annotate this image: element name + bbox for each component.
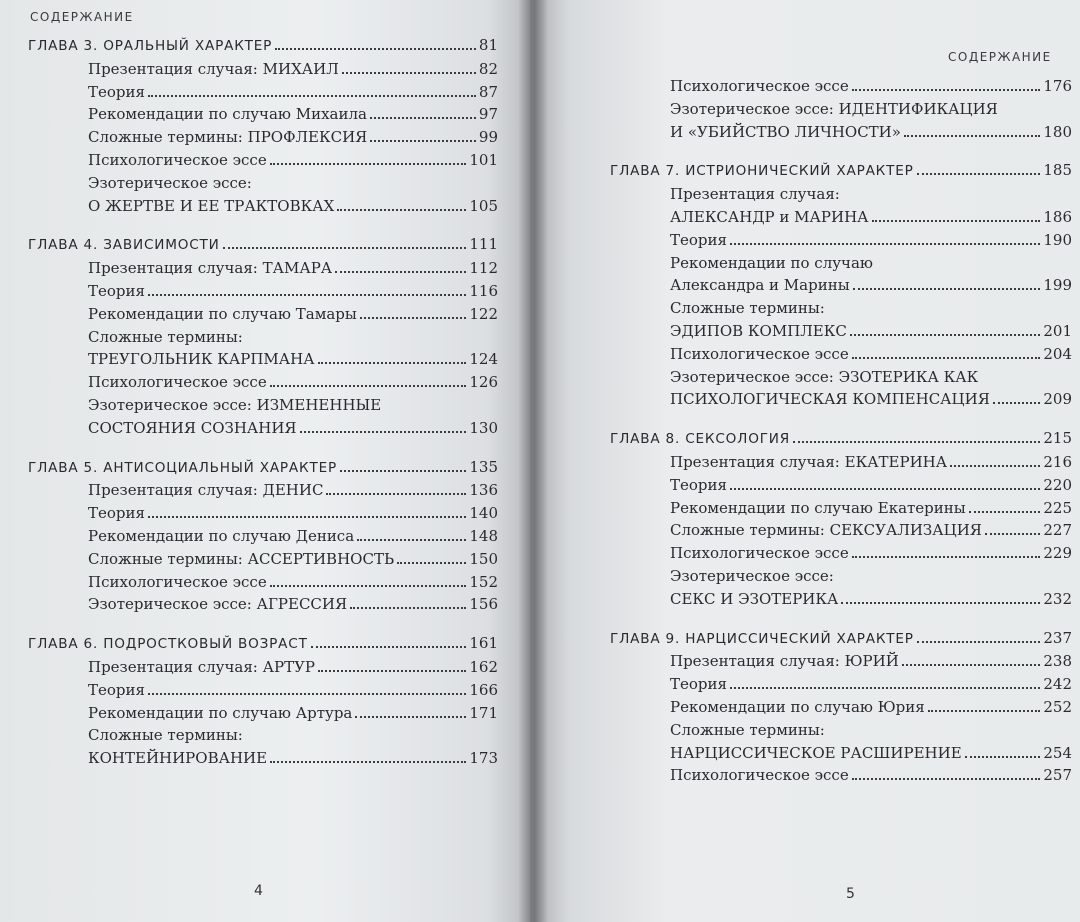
dot-leader	[985, 533, 1040, 535]
dot-leader	[902, 664, 1041, 666]
toc-section-entry[interactable]	[610, 764, 1072, 787]
dot-leader	[342, 72, 476, 74]
page-reference: 161	[469, 634, 498, 653]
section-title: Рекомендации по случаю Михаила	[88, 105, 367, 124]
toc-heading-line: Эзотерическое эссе: ИДЕНТИФИКАЦИЯ	[670, 99, 998, 118]
toc-section-entry[interactable]	[28, 303, 498, 326]
toc-section-entry[interactable]	[610, 388, 1072, 411]
chapter-title: ГЛАВА 5. АНТИСОЦИАЛЬНЫЙ ХАРАКТЕР	[28, 459, 337, 476]
section-title: Рекомендации по случаю Тамары	[88, 304, 357, 323]
page-reference: 252	[1043, 697, 1072, 716]
dot-leader	[335, 271, 466, 273]
toc-section-entry[interactable]	[610, 519, 1072, 542]
section-title: Рекомендации по случаю Дениса	[88, 526, 355, 545]
page-reference: 101	[469, 150, 498, 169]
toc-heading-line: Эзотерическое эссе:	[670, 566, 834, 585]
section-title: Психологическое эссе	[88, 572, 267, 591]
toc-section-entry[interactable]	[610, 542, 1072, 565]
section-title: КОНТЕЙНИРОВАНИЕ	[88, 749, 268, 768]
section-title: Рекомендации по случаю Юрия	[670, 697, 925, 716]
dot-leader	[357, 539, 466, 541]
toc-heading-line: Сложные термины:	[670, 720, 825, 739]
page-reference: 225	[1043, 498, 1072, 517]
page-reference: 173	[469, 749, 498, 768]
dot-leader	[370, 140, 476, 142]
page-reference: 112	[469, 259, 498, 278]
toc-section-entry[interactable]	[28, 571, 498, 594]
section-title: Сложные термины: АССЕРТИВНОСТЬ	[88, 549, 395, 568]
page-reference: 209	[1043, 390, 1072, 409]
page-reference: 204	[1043, 344, 1072, 363]
page-reference: 148	[469, 526, 498, 545]
page-reference: 229	[1043, 544, 1072, 563]
page-reference: 116	[469, 281, 498, 300]
section-title: Презентация случая: АРТУР	[88, 657, 316, 676]
toc-section-entry[interactable]	[610, 497, 1072, 520]
dot-leader	[275, 48, 476, 50]
right-toc-list	[610, 75, 1072, 787]
section-title: ПСИХОЛОГИЧЕСКАЯ КОМПЕНСАЦИЯ	[670, 390, 990, 409]
toc-section-entry[interactable]	[28, 348, 498, 371]
section-title: Рекомендации по случаю Екатерины	[670, 498, 966, 517]
toc-section-entry[interactable]	[610, 229, 1072, 252]
dot-leader	[928, 710, 1041, 712]
dot-leader	[223, 247, 467, 249]
toc-section-entry[interactable]	[28, 257, 498, 280]
section-title: И «УБИЙСТВО ЛИЧНОСТИ»	[670, 122, 901, 141]
chapter-title: ГЛАВА 4. ЗАВИСИМОСТИ	[28, 237, 220, 254]
left-running-head: СОДЕРЖАНИЕ	[30, 10, 134, 24]
page-reference: 242	[1043, 675, 1072, 694]
section-title: Теория	[670, 230, 727, 249]
section-title: Теория	[88, 281, 145, 300]
dot-leader	[355, 716, 466, 718]
page-reference: 135	[469, 457, 498, 476]
toc-section-entry[interactable]	[610, 474, 1072, 497]
page-reference: 81	[478, 36, 498, 54]
toc-chapter-entry[interactable]	[28, 233, 498, 257]
dot-leader	[969, 511, 1041, 513]
page-reference: 140	[469, 504, 498, 523]
page-reference: 238	[1043, 652, 1072, 671]
toc-section-entry[interactable]	[28, 593, 498, 616]
toc-section-entry[interactable]	[28, 525, 498, 548]
page-reference: 136	[469, 481, 498, 500]
page-reference: 126	[469, 373, 498, 392]
toc-heading-line: Сложные термины:	[88, 726, 243, 745]
dot-leader	[360, 317, 467, 319]
dot-leader	[965, 756, 1041, 758]
dot-leader	[270, 761, 466, 763]
toc-section-entry[interactable]	[610, 75, 1072, 98]
dot-leader	[397, 562, 466, 564]
section-title: Александра и Марины	[670, 276, 850, 295]
dot-leader	[850, 334, 1041, 336]
toc-section-entry[interactable]	[28, 149, 498, 172]
toc-heading-line: Сложные термины:	[670, 299, 825, 318]
page-reference: 201	[1043, 321, 1072, 340]
toc-section-entry[interactable]	[28, 126, 498, 149]
page-reference: 99	[478, 128, 498, 147]
left-page	[0, 0, 530, 922]
dot-leader	[337, 209, 466, 211]
toc-heading-line: Эзотерическое эссе: ЭЗОТЕРИКА КАК	[670, 367, 979, 386]
toc-section-entry[interactable]	[610, 451, 1072, 474]
toc-section-entry[interactable]	[610, 650, 1072, 673]
section-title: Психологическое эссе	[670, 544, 849, 563]
toc-section-entry[interactable]	[28, 679, 498, 702]
toc-chapter-entry[interactable]	[28, 632, 498, 656]
dot-leader	[841, 602, 1040, 604]
page-reference: 190	[1043, 230, 1072, 249]
toc-section-entry[interactable]	[610, 588, 1072, 611]
dot-leader	[917, 641, 1041, 643]
section-title: Презентация случая: ДЕНИС	[88, 481, 324, 500]
toc-heading-line: Сложные термины:	[88, 327, 243, 346]
dot-leader	[270, 585, 467, 587]
page-reference: 254	[1043, 743, 1072, 762]
dot-leader	[950, 465, 1040, 467]
section-title: Психологическое эссе	[670, 766, 849, 785]
toc-chapter-entry[interactable]	[610, 627, 1072, 651]
dot-leader	[350, 607, 466, 609]
section-title: Теория	[670, 675, 727, 694]
section-title: ЭДИПОВ КОМПЛЕКС	[670, 321, 847, 340]
dot-leader	[917, 173, 1041, 175]
page-reference: 180	[1043, 122, 1072, 141]
section-title: Презентация случая: ТАМАРА	[88, 259, 333, 278]
toc-section-entry[interactable]	[610, 121, 1072, 144]
dot-leader	[318, 670, 466, 672]
page-reference: 162	[469, 657, 498, 676]
section-title: Психологическое эссе	[88, 150, 267, 169]
dot-leader	[148, 95, 476, 97]
dot-leader	[370, 117, 476, 119]
dot-leader	[852, 556, 1041, 558]
dot-leader	[270, 385, 467, 387]
toc-section-entry[interactable]	[28, 479, 498, 502]
right-running-head: СОДЕРЖАНИЕ	[948, 50, 1052, 64]
section-title: Презентация случая: ЕКАТЕРИНА	[670, 452, 948, 471]
toc-section-entry[interactable]	[610, 343, 1072, 366]
toc-section-entry[interactable]	[610, 320, 1072, 343]
section-title: Презентация случая: ЮРИЙ	[670, 652, 899, 671]
toc-section-entry[interactable]	[28, 417, 498, 440]
toc-chapter-entry[interactable]	[610, 159, 1072, 183]
section-title: Эзотерическое эссе: АГРЕССИЯ	[88, 595, 348, 614]
page-reference: 111	[469, 235, 498, 254]
section-title: Психологическое эссе	[670, 344, 849, 363]
dot-leader	[730, 687, 1040, 689]
left-page-number: 4	[254, 883, 263, 899]
section-title: Сложные термины: ПРОФЛЕКСИЯ	[88, 128, 368, 147]
section-title: Теория	[88, 504, 145, 523]
section-title: СОСТОЯНИЯ СОЗНАНИЯ	[88, 418, 297, 437]
page-reference: 176	[1043, 77, 1072, 95]
toc-heading-line: Презентация случая:	[670, 185, 840, 204]
chapter-title: ГЛАВА 8. СЕКСОЛОГИЯ	[610, 431, 790, 448]
dot-leader	[300, 431, 467, 433]
toc-section-entry[interactable]	[28, 58, 498, 81]
section-title: Психологическое эссе	[670, 77, 849, 95]
toc-section-entry[interactable]	[28, 548, 498, 571]
dot-leader	[148, 294, 466, 296]
page-reference: 152	[469, 572, 498, 591]
section-title: Теория	[88, 680, 145, 699]
toc-section-entry[interactable]	[28, 195, 498, 218]
dot-leader	[340, 470, 466, 472]
section-title: ТРЕУГОЛЬНИК КАРПМАНА	[88, 350, 315, 369]
page-reference: 171	[469, 703, 498, 722]
chapter-title: ГЛАВА 9. НАРЦИССИЧЕСКИЙ ХАРАКТЕР	[610, 630, 914, 647]
toc-section-entry[interactable]	[610, 696, 1072, 719]
toc-chapter-entry[interactable]	[28, 34, 498, 58]
toc-section-entry[interactable]	[28, 502, 498, 525]
dot-leader	[853, 288, 1041, 290]
dot-leader	[872, 220, 1041, 222]
page-reference: 185	[1043, 161, 1072, 180]
toc-heading-line: Эзотерическое эссе: ИЗМЕНЕННЫЕ	[88, 395, 382, 414]
dot-leader	[730, 488, 1040, 490]
section-title: АЛЕКСАНДР и МАРИНА	[670, 207, 869, 226]
toc-section-entry[interactable]	[28, 280, 498, 303]
chapter-title: ГЛАВА 6. ПОДРОСТКОВЫЙ ВОЗРАСТ	[28, 636, 308, 653]
dot-leader	[904, 135, 1040, 137]
dot-leader	[326, 493, 466, 495]
page-reference: 105	[469, 196, 498, 215]
section-title: Психологическое эссе	[88, 373, 267, 392]
page-reference: 122	[469, 304, 498, 323]
left-toc-list	[28, 34, 498, 770]
page-reference: 257	[1043, 766, 1072, 785]
section-title: О ЖЕРТВЕ И ЕЕ ТРАКТОВКАХ	[88, 196, 335, 215]
dot-leader	[270, 163, 467, 165]
section-title: Рекомендации по случаю Артура	[88, 703, 353, 722]
dot-leader	[793, 441, 1040, 443]
page-reference: 220	[1043, 475, 1072, 494]
page-reference: 97	[478, 105, 498, 124]
toc-section-entry[interactable]	[28, 656, 498, 679]
page-reference: 227	[1043, 521, 1072, 540]
toc-section-entry[interactable]	[610, 274, 1072, 297]
section-title: СЕКС И ЭЗОТЕРИКА	[670, 589, 839, 608]
page-reference: 166	[469, 680, 498, 699]
dot-leader	[730, 243, 1040, 245]
toc-section-entry[interactable]	[28, 747, 498, 770]
dot-leader	[148, 516, 466, 518]
page-reference: 186	[1043, 207, 1072, 226]
section-title: Теория	[670, 475, 727, 494]
toc-section-entry[interactable]	[28, 371, 498, 394]
chapter-title: ГЛАВА 7. ИСТРИОНИЧЕСКИЙ ХАРАКТЕР	[610, 163, 914, 180]
toc-heading-line: Эзотерическое эссе:	[88, 173, 252, 192]
page-reference: 215	[1043, 429, 1072, 448]
dot-leader	[318, 362, 467, 364]
page-reference: 130	[469, 418, 498, 437]
toc-section-entry[interactable]	[28, 702, 498, 725]
dot-leader	[852, 778, 1041, 780]
toc-section-entry[interactable]	[610, 742, 1072, 765]
dot-leader	[993, 402, 1041, 404]
right-page	[530, 0, 1080, 922]
right-page-number: 5	[846, 886, 855, 902]
page-reference: 199	[1043, 276, 1072, 295]
toc-chapter-entry[interactable]	[28, 456, 498, 480]
chapter-title: ГЛАВА 3. ОРАЛЬНЫЙ ХАРАКТЕР	[28, 38, 273, 54]
toc-section-entry[interactable]	[610, 206, 1072, 229]
dot-leader	[148, 693, 466, 695]
toc-chapter-entry[interactable]	[610, 427, 1072, 451]
dot-leader	[852, 89, 1041, 91]
toc-section-entry[interactable]	[610, 673, 1072, 696]
section-title: Презентация случая: МИХАИЛ	[88, 59, 339, 78]
section-title: Теория	[88, 82, 145, 101]
page-reference: 237	[1043, 628, 1072, 647]
page-reference: 150	[469, 549, 498, 568]
page-reference: 82	[478, 59, 498, 78]
section-title: НАРЦИССИЧЕСКОЕ РАСШИРЕНИЕ	[670, 743, 962, 762]
toc-heading-line: Рекомендации по случаю	[670, 253, 873, 272]
page-reference: 156	[469, 595, 498, 614]
section-title: Сложные термины: СЕКСУАЛИЗАЦИЯ	[670, 521, 982, 540]
toc-section-entry[interactable]	[28, 81, 498, 104]
page-reference: 216	[1043, 452, 1072, 471]
page-reference: 124	[469, 350, 498, 369]
page-reference: 232	[1043, 589, 1072, 608]
toc-section-entry[interactable]	[28, 103, 498, 126]
dot-leader	[852, 357, 1041, 359]
page-reference: 87	[478, 82, 498, 101]
dot-leader	[311, 646, 467, 648]
